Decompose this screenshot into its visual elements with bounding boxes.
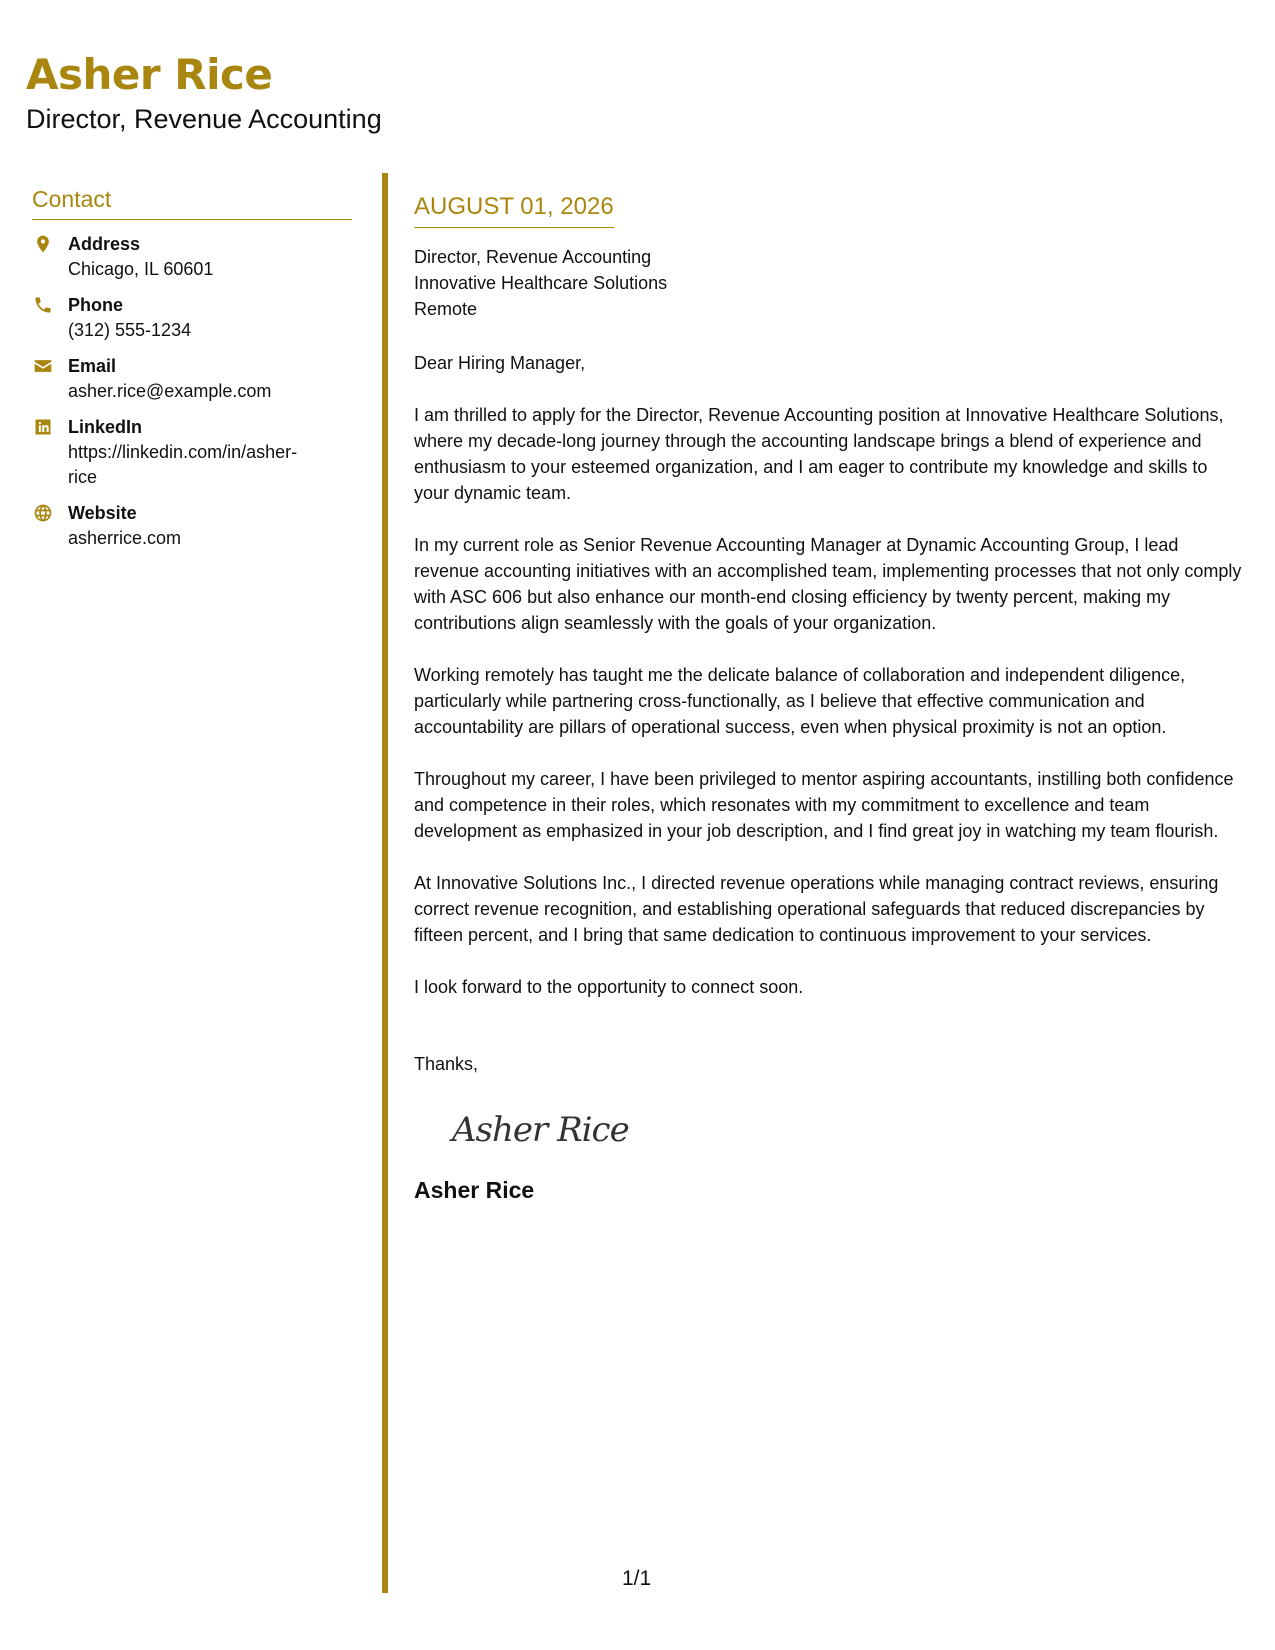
address-value: Chicago, IL 60601 [68,259,214,279]
website-value[interactable]: asherrice.com [68,528,182,548]
closing: Thanks, [414,1054,479,1074]
paragraph: I look forward to the opportunity to connect soon. [414,977,804,997]
letter-header [26,48,382,136]
signature: Asher Rice [452,1110,629,1150]
vertical-divider [382,173,388,1593]
paragraph: In my current role as Senior Revenue Accounting Manager at Dynamic Accounting Group, I lead revenue accounting initiatives with an accomplished team, implementing processes that not only comply with ASC 606 but also enhance our month-end closing efficiency by twenty percent, making my contributions align seamlessly with the goals of your organization. [414,535,1242,633]
contact-label: Address [68,234,141,254]
linkedin-icon [32,416,54,438]
contact-sidebar [32,186,352,562]
recipient-position: Director, Revenue Accounting [414,247,652,267]
paragraph: I am thrilled to apply for the Director, Revenue Accounting position at Innovative Healthcare Solutions, where my decade-long journey through the accounting landscape brings a blend of experience and enthusiasm to your esteemed organization, and I am eager to contribute my knowledge and skills to your dynamic team. [414,405,1224,503]
phone-icon [32,294,54,316]
applicant-title: Director, Revenue Accounting [26,104,382,134]
contact-item-website [32,501,352,551]
contact-item-linkedin [32,415,352,490]
letter-date: AUGUST 01, 2026 [414,192,614,228]
contact-label: Phone [68,295,124,315]
recipient-company: Innovative Healthcare Solutions [414,273,668,293]
letter-body [414,192,1244,1205]
page-number: 1/1 [622,1567,652,1590]
envelope-icon [32,355,54,377]
map-marker-icon [32,233,54,255]
contact-item-phone [32,293,352,343]
paragraph: Working remotely has taught me the delicate balance of collaboration and independent diligence, particularly while partnering cross-functionally, as I believe that effective communication and accountability are pillars of operational success, even when physical proximity is not an option. [414,665,1186,737]
contact-label: Website [68,503,137,523]
contact-item-address [32,232,352,282]
globe-icon [32,502,54,524]
paragraph: Throughout my career, I have been privileged to mentor aspiring accountants, instilling both confidence and competence in their roles, which resonates with my commitment to excellence and team development as emphasized in your job description, and I find great joy in watching my team flourish. [414,769,1234,841]
contact-label: Email [68,356,117,376]
recipient-block [414,244,1244,322]
contact-item-email [32,354,352,404]
recipient-location: Remote [414,299,478,319]
email-value[interactable]: asher.rice@example.com [68,381,272,401]
greeting: Dear Hiring Manager, [414,353,586,373]
contact-label: LinkedIn [68,417,143,437]
phone-value[interactable]: (312) 555-1234 [68,320,192,340]
contact-heading: Contact [32,186,352,220]
paragraph: At Innovative Solutions Inc., I directed revenue operations while managing contract reviews, ensuring correct revenue recognition, and establishing operational safeguards that reduced discrepancies by fifteen percent, and I bring that same dedication to continuous improvement to your services. [414,873,1219,945]
signer-name: Asher Rice [414,1177,535,1203]
applicant-name: Asher Rice [26,50,273,99]
linkedin-value[interactable]: https://linkedin.com/in/asher-rice [68,442,298,487]
